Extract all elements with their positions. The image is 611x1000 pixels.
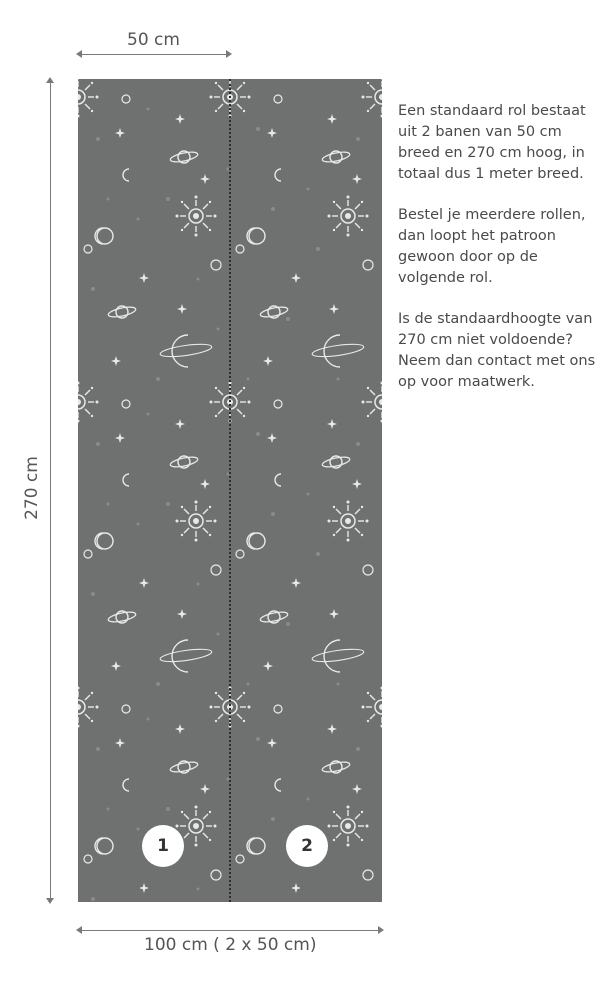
height-arrow-top-head	[46, 77, 54, 83]
info-text-block	[398, 101, 608, 413]
panel-number-badge: 2	[286, 825, 328, 867]
height-arrow-bottom-head	[46, 898, 54, 904]
total-arrow-left-head	[76, 926, 82, 934]
total-width-dimension-arrow	[78, 930, 382, 931]
info-paragraph-standard-roll: Een standaard rol bestaat uit 2 banen van 50 cm breed en 270 cm hoog, in totaal dus 1 meter breed.	[398, 103, 586, 182]
width-arrow-left-head	[76, 50, 82, 58]
width-arrow-right-head	[226, 50, 232, 58]
total-arrow-right-head	[378, 926, 384, 934]
panel-number-badge: 1	[142, 825, 184, 867]
info-paragraph-custom-size: Is de standaardhoogte van 270 cm niet voldoende? Neem dan contact met ons op voor maatwerk.	[398, 311, 596, 390]
info-paragraph-multiple-rolls: Bestel je meerdere rollen, dan loopt het patroon gewoon door op de volgende rol.	[398, 207, 586, 286]
height-dimension-label: 270 cm	[22, 456, 42, 520]
panel-seam	[229, 79, 231, 902]
height-dimension-arrow	[50, 79, 51, 902]
total-width-dimension-label: 100 cm ( 2 x 50 cm)	[144, 935, 317, 955]
width-dimension-label: 50 cm	[127, 30, 180, 50]
width-dimension-arrow	[78, 54, 230, 55]
